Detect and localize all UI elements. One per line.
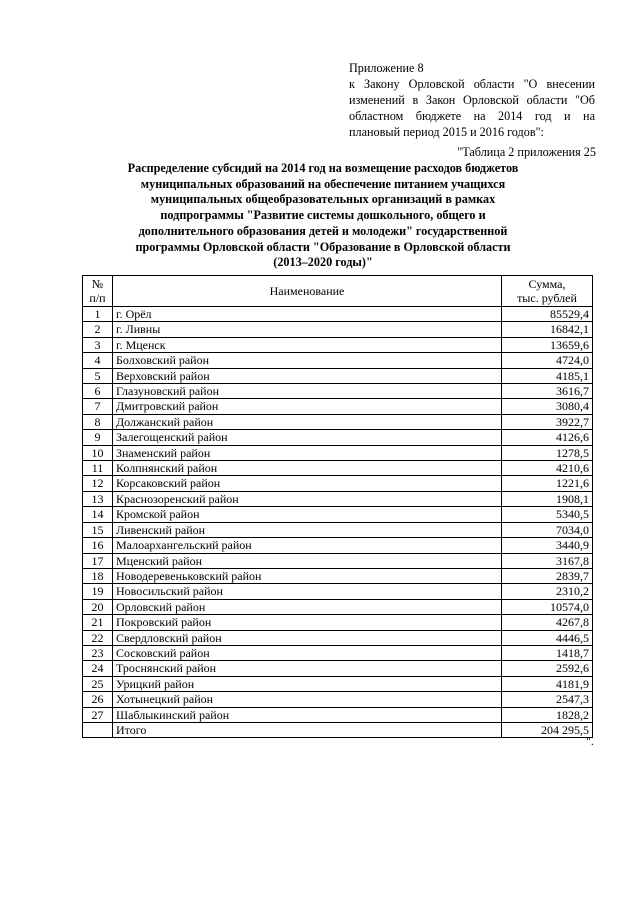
row-number: 1 bbox=[83, 307, 113, 322]
row-name: Орловский район bbox=[113, 599, 502, 614]
row-number: 14 bbox=[83, 507, 113, 522]
row-sum: 5340,5 bbox=[502, 507, 593, 522]
row-sum: 2839,7 bbox=[502, 568, 593, 583]
table-row bbox=[83, 353, 593, 368]
row-sum: 3440,9 bbox=[502, 538, 593, 553]
table-row bbox=[83, 337, 593, 352]
table-row bbox=[83, 461, 593, 476]
appendix-note bbox=[349, 60, 595, 140]
row-sum: 1418,7 bbox=[502, 645, 593, 660]
row-number: 13 bbox=[83, 491, 113, 506]
row-sum: 4267,8 bbox=[502, 615, 593, 630]
row-sum: 2547,3 bbox=[502, 692, 593, 707]
heading-line: (2013–2020 годы)" bbox=[273, 255, 373, 270]
table-row bbox=[83, 630, 593, 645]
table-body bbox=[83, 307, 593, 738]
table-header-row bbox=[83, 276, 593, 307]
table-row bbox=[83, 568, 593, 583]
subsidy-table bbox=[82, 275, 593, 738]
row-number: 16 bbox=[83, 538, 113, 553]
row-number: 7 bbox=[83, 399, 113, 414]
row-sum: 3616,7 bbox=[502, 384, 593, 399]
row-name: Свердловский район bbox=[113, 630, 502, 645]
row-name: Должанский район bbox=[113, 414, 502, 429]
row-sum: 13659,6 bbox=[502, 337, 593, 352]
row-sum: 10574,0 bbox=[502, 599, 593, 614]
row-number: 22 bbox=[83, 630, 113, 645]
row-name: Урицкий район bbox=[113, 676, 502, 691]
row-name: Болховский район bbox=[113, 353, 502, 368]
heading-line: муниципальных общеобразовательных организаций в рамках bbox=[150, 192, 496, 207]
row-sum: 2310,2 bbox=[502, 584, 593, 599]
row-number: 6 bbox=[83, 384, 113, 399]
row-name: Краснозоренский район bbox=[113, 491, 502, 506]
row-name: Ливенский район bbox=[113, 522, 502, 537]
header-sum: Сумма, тыс. рублей bbox=[502, 276, 593, 307]
table-row bbox=[83, 491, 593, 506]
heading-line: дополнительного образования детей и молодежи" государственной bbox=[138, 223, 508, 238]
row-name: Шаблыкинский район bbox=[113, 707, 502, 722]
document-heading bbox=[88, 161, 558, 271]
row-number: 24 bbox=[83, 661, 113, 676]
table-row bbox=[83, 676, 593, 691]
row-sum: 2592,6 bbox=[502, 661, 593, 676]
table-row bbox=[83, 430, 593, 445]
row-sum: 1908,1 bbox=[502, 491, 593, 506]
heading-line: программы Орловской области "Образование в Орловской области bbox=[135, 239, 511, 254]
row-name: г. Ливны bbox=[113, 322, 502, 337]
appendix-line: к Закону Орловской области "О внесении bbox=[349, 77, 595, 91]
row-sum: 3167,8 bbox=[502, 553, 593, 568]
table-row bbox=[83, 322, 593, 337]
row-sum: 4181,9 bbox=[502, 676, 593, 691]
row-sum: 4446,5 bbox=[502, 630, 593, 645]
table-row bbox=[83, 507, 593, 522]
table-row bbox=[83, 476, 593, 491]
table-row bbox=[83, 553, 593, 568]
row-number: 26 bbox=[83, 692, 113, 707]
table-row bbox=[83, 599, 593, 614]
row-name: Хотынецкий район bbox=[113, 692, 502, 707]
row-name: г. Орёл bbox=[113, 307, 502, 322]
row-number: 25 bbox=[83, 676, 113, 691]
table-row bbox=[83, 399, 593, 414]
row-number: 3 bbox=[83, 337, 113, 352]
table-reference: "Таблица 2 приложения 25 bbox=[457, 145, 596, 159]
row-name: Залегощенский район bbox=[113, 430, 502, 445]
table-row bbox=[83, 384, 593, 399]
total-sum: 204 295,5 bbox=[502, 722, 593, 737]
row-number: 27 bbox=[83, 707, 113, 722]
row-name: Корсаковский район bbox=[113, 476, 502, 491]
row-name: Мценский район bbox=[113, 553, 502, 568]
table-row bbox=[83, 307, 593, 322]
row-sum: 7034,0 bbox=[502, 522, 593, 537]
heading-line: муниципальных образований на обеспечение питанием учащихся bbox=[140, 176, 506, 191]
row-number: 18 bbox=[83, 568, 113, 583]
row-name: Покровский район bbox=[113, 615, 502, 630]
row-sum: 16842,1 bbox=[502, 322, 593, 337]
row-number: 2 bbox=[83, 322, 113, 337]
end-quote: ". bbox=[586, 734, 594, 748]
table-row bbox=[83, 538, 593, 553]
row-number: 17 bbox=[83, 553, 113, 568]
row-number: 20 bbox=[83, 599, 113, 614]
row-name: Сосковский район bbox=[113, 645, 502, 660]
row-number: 15 bbox=[83, 522, 113, 537]
row-name: Верховский район bbox=[113, 368, 502, 383]
table-row bbox=[83, 445, 593, 460]
row-name: Колпнянский район bbox=[113, 461, 502, 476]
table-row bbox=[83, 368, 593, 383]
appendix-line: изменений в Закон Орловской области "Об bbox=[349, 93, 595, 107]
row-name: Глазуновский район bbox=[113, 384, 502, 399]
row-sum: 4724,0 bbox=[502, 353, 593, 368]
table-row bbox=[83, 645, 593, 660]
row-sum: 4126,6 bbox=[502, 430, 593, 445]
row-sum: 1828,2 bbox=[502, 707, 593, 722]
row-sum: 3080,4 bbox=[502, 399, 593, 414]
row-number: 11 bbox=[83, 461, 113, 476]
table-row bbox=[83, 615, 593, 630]
row-number: 12 bbox=[83, 476, 113, 491]
row-name: Знаменский район bbox=[113, 445, 502, 460]
row-name: Кромской район bbox=[113, 507, 502, 522]
table-row bbox=[83, 414, 593, 429]
row-number: 21 bbox=[83, 615, 113, 630]
row-sum: 1221,6 bbox=[502, 476, 593, 491]
header-number: № п/п bbox=[83, 276, 113, 307]
row-sum: 85529,4 bbox=[502, 307, 593, 322]
table-row bbox=[83, 584, 593, 599]
table-row bbox=[83, 692, 593, 707]
row-sum: 1278,5 bbox=[502, 445, 593, 460]
row-number: 8 bbox=[83, 414, 113, 429]
total-row bbox=[83, 722, 593, 737]
table-row bbox=[83, 661, 593, 676]
heading-line: подпрограммы "Развитие системы дошкольного, общего и bbox=[160, 208, 486, 223]
total-number bbox=[83, 722, 113, 737]
row-name: Новосильский район bbox=[113, 584, 502, 599]
row-number: 5 bbox=[83, 368, 113, 383]
table-row bbox=[83, 522, 593, 537]
row-name: г. Мценск bbox=[113, 337, 502, 352]
appendix-line: областном бюджете на 2014 год и на bbox=[349, 109, 595, 123]
row-sum: 3922,7 bbox=[502, 414, 593, 429]
row-name: Дмитровский район bbox=[113, 399, 502, 414]
row-name: Новодеревеньковский район bbox=[113, 568, 502, 583]
appendix-line: Приложение 8 bbox=[349, 61, 424, 75]
appendix-line: плановый период 2015 и 2016 годов": bbox=[349, 125, 544, 139]
row-name: Троснянский район bbox=[113, 661, 502, 676]
heading-line: Распределение субсидий на 2014 год на возмещение расходов бюджетов bbox=[127, 161, 519, 175]
header-name: Наименование bbox=[113, 276, 502, 307]
row-name: Малоархангельский район bbox=[113, 538, 502, 553]
row-number: 19 bbox=[83, 584, 113, 599]
row-number: 10 bbox=[83, 445, 113, 460]
row-sum: 4210,6 bbox=[502, 461, 593, 476]
row-number: 9 bbox=[83, 430, 113, 445]
row-number: 23 bbox=[83, 645, 113, 660]
table-row bbox=[83, 707, 593, 722]
row-number: 4 bbox=[83, 353, 113, 368]
total-label: Итого bbox=[113, 722, 502, 737]
row-sum: 4185,1 bbox=[502, 368, 593, 383]
